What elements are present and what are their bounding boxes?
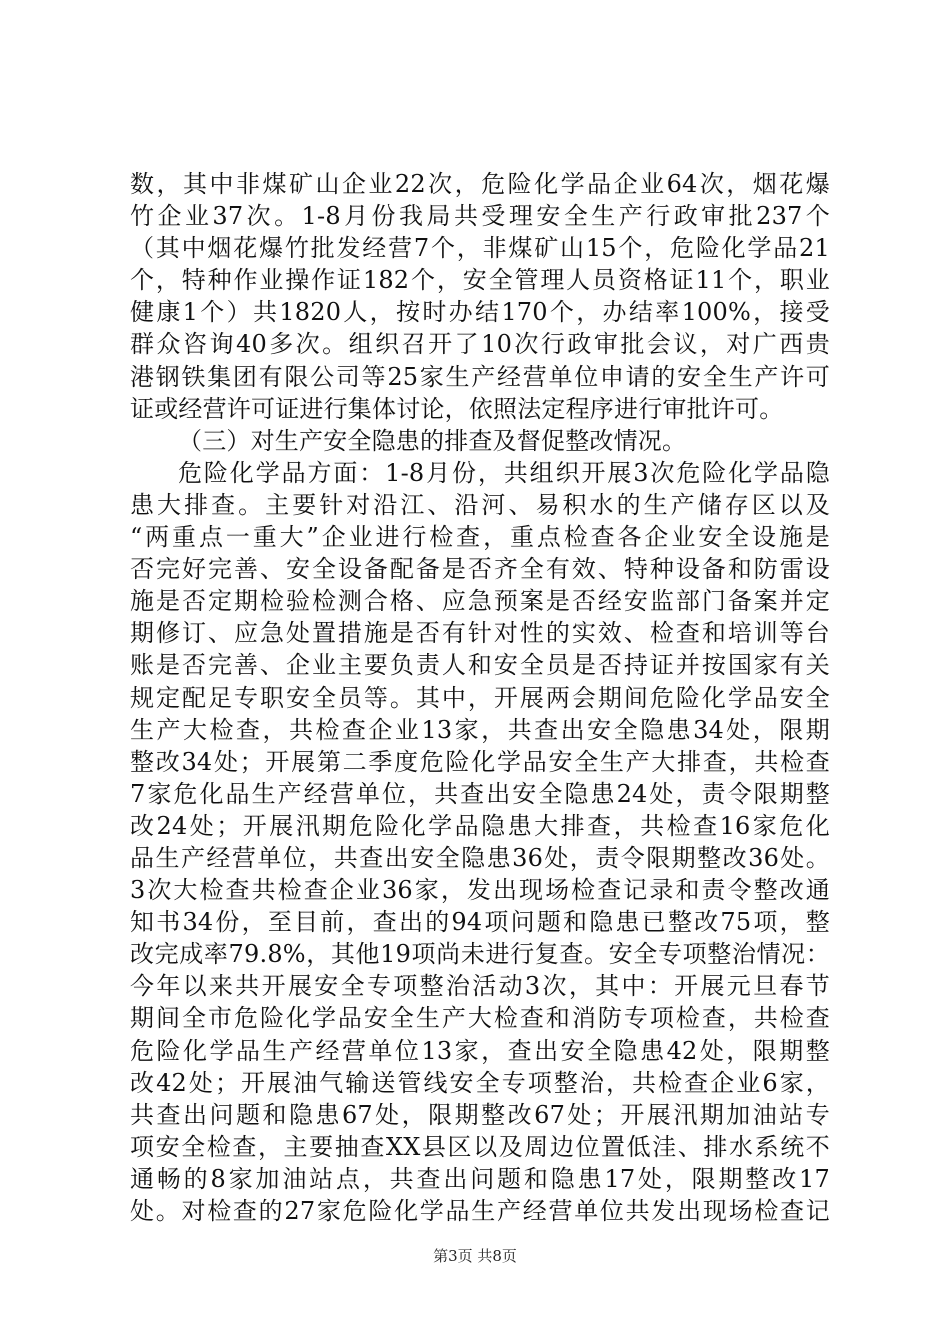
text-line: 改42处；开展油气输送管线安全专项整治，共检查企业6家，: [130, 1068, 830, 1097]
text-line: 改完成率79.8%，其他19项尚未进行复查。安全专项整治情况：: [130, 940, 830, 969]
text-line: 今年以来共开展安全专项整治活动3次，其中：开展元旦春节: [130, 972, 830, 1001]
text-line: 账是否完善、企业主要负责人和安全员是否持证并按国家有关: [130, 651, 830, 680]
text-line: 期修订、应急处置措施是否有针对性的实效、检查和培训等台: [130, 619, 830, 648]
text-line: “两重点一重大”企业进行检查，重点检查各企业安全设施是: [130, 523, 830, 552]
text-line: 群众咨询40多次。组织召开了10次行政审批会议，对广西贵: [130, 330, 830, 359]
text-line: 证或经营许可证进行集体讨论，依照法定程序进行审批许可。: [130, 394, 784, 423]
section-heading: （三）对生产安全隐患的排查及督促整改情况。: [178, 426, 687, 455]
text-line: 施是否定期检验检测合格、应急预案是否经安监部门备案并定: [130, 587, 830, 616]
text-line: 3次大检查共检查企业36家，发出现场检查记录和责令整改通: [130, 876, 830, 905]
text-line: 危险化学品方面：1-8月份，共组织开展3次危险化学品隐: [178, 458, 830, 487]
text-line: 品生产经营单位，共查出安全隐患36处，责令限期整改36处。: [130, 843, 830, 872]
text-line: 知书34份，至目前，查出的94项问题和隐患已整改75项，整: [130, 908, 830, 937]
text-line: 规定配足专职安全员等。其中，开展两会期间危险化学品安全: [130, 683, 830, 712]
text-line: （其中烟花爆竹批发经营7个，非煤矿山15个，危险化学品21: [130, 234, 830, 263]
text-line: 个，特种作业操作证182个，安全管理人员资格证11个，职业: [130, 266, 830, 295]
text-line: 生产大检查，共检查企业13家，共查出安全隐患34处，限期: [130, 715, 830, 744]
text-line: 共查出问题和隐患67处，限期整改67处；开展汛期加油站专: [130, 1100, 830, 1129]
text-line: 7家危化品生产经营单位，共查出安全隐患24处，责令限期整: [130, 779, 830, 808]
text-line: 否完好完善、安全设备配备是否齐全有效、特种设备和防雷设: [130, 555, 830, 584]
text-line: 项安全检查，主要抽查XX县区以及周边位置低洼、排水系统不: [130, 1132, 830, 1161]
text-line: 期间全市危险化学品安全生产大检查和消防专项检查，共检查: [130, 1004, 830, 1033]
text-line: 港钢铁集团有限公司等25家生产经营单位申请的安全生产许可: [130, 362, 830, 391]
text-line: 数，其中非煤矿山企业22次，危险化学品企业64次，烟花爆: [130, 170, 830, 198]
text-line: 危险化学品生产经营单位13家，查出安全隐患42处，限期整: [130, 1036, 830, 1065]
text-line: 竹企业37次。1-8月份我局共受理安全生产行政审批237个: [130, 202, 830, 231]
text-line: 通畅的8家加油站点，共查出问题和隐患17处，限期整改17: [130, 1164, 830, 1193]
text-line: 改24处；开展汛期危险化学品隐患大排查，共检查16家危化: [130, 811, 830, 840]
text-line: 整改34处；开展第二季度危险化学品安全生产大排查，共检查: [130, 747, 830, 776]
page-number-footer: 第3页 共8页: [433, 1247, 517, 1265]
text-line: 患大排查。主要针对沿江、沿河、易积水的生产储存区以及: [130, 490, 830, 519]
text-line: 处。对检查的27家危险化学品生产经营单位共发出现场检查记: [130, 1197, 830, 1225]
body-text: [130, 168, 830, 1227]
text-line: 健康1个）共1820人，按时办结170个，办结率100%，接受: [130, 298, 830, 327]
